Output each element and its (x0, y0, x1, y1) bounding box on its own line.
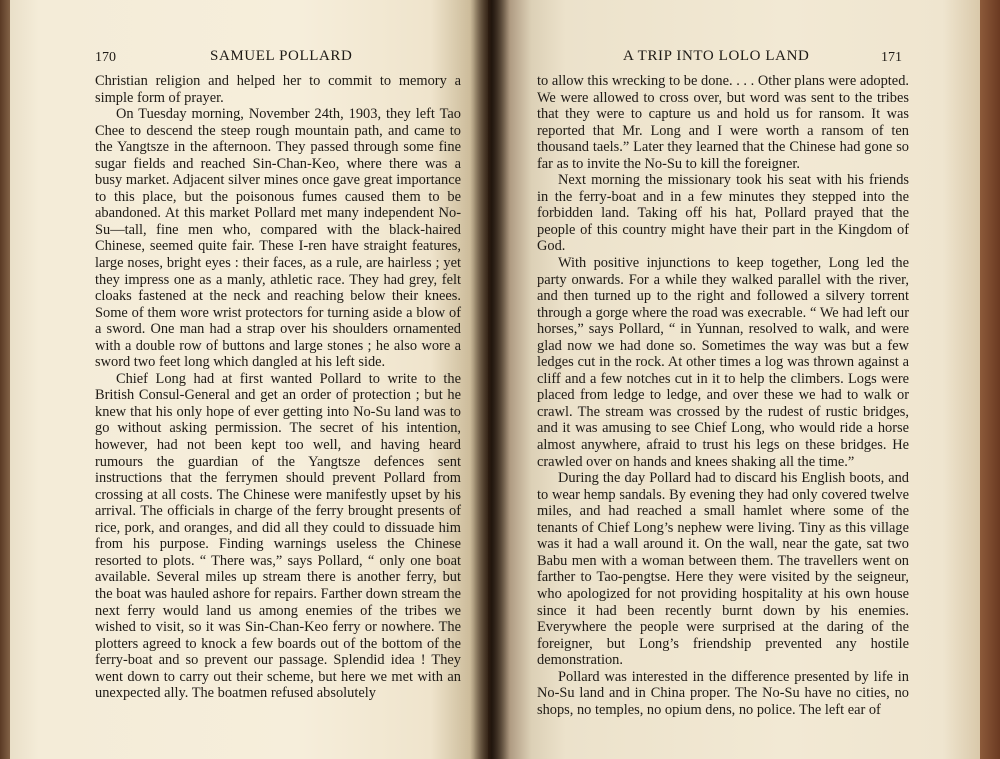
right-paragraph-4: During the day Pollard had to discard his English boots, and to wear hemp sandals. By evening they had only covered twelve miles, and had reached a small hamlet where some of the tenants of Chief Long’s nephew were living. Tiny as this village was it had a wall around it. On the wall, near the gate, sat two Babu men with a woman between them. The travellers went on farther to Tao-pengtse. Here they were visited by the seigneur, who apologized for not providing hospitality at his own house since it had been recently burnt down by his enemies. Everywhere the people were surprised at the daring of the foreigner, but Long’s friendship prevented any hostile demonstration. (537, 470, 909, 669)
left-page (10, 0, 488, 759)
right-paragraph-3: With positive injunctions to keep together, Long led the party onwards. For a while they walked parallel with the river, and then turned up to the right and followed a silvery torrent through a gorge where the road was execrable. “ We had left our horses,” says Pollard, “ in Yunnan, resolved to walk, and were glad now we had done so. Sometimes the way was but a few ledges cut in the rock. At other times a log was thrown against a cliff and a few notches cut in it to help the climbers. Logs were placed from ledge to ledge, and over these we had to walk or crawl. The stream was crossed by the rudest of rustic bridges, and it was amusing to see Chief Long, who would ride a horse almost anywhere, afraid to trust his legs on these bridges. He crawled over on hands and knees shaking all the time.” (537, 255, 909, 470)
right-page-number: 171 (881, 50, 902, 65)
left-page-body (95, 73, 461, 702)
right-page (492, 0, 982, 759)
right-paragraph-5: Pollard was interested in the difference presented by life in No-Su land and in China proper. The No-Su have no cities, no shops, no temples, no opium dens, no police. The left ear of (537, 668, 909, 718)
right-paragraph-2: Next morning the missionary took his seat with his friends in the ferry-boat and in a few minutes they stepped into the forbidden land. Taking off his hat, Pollard prayed that the people of this country might have their part in the Kingdom of God. (537, 172, 909, 255)
right-page-body (537, 73, 909, 718)
left-paragraph-2: On Tuesday morning, November 24th, 1903, they left Tao Chee to descend the steep rough mountain path, and came to the Yangtsze in the afternoon. They passed through some fine sugar fields and reached Sin-Chan-Keo, where there was a busy market. Adjacent silver mines once gave great importance to this place, but the poisonous fumes caused them to be abandoned. At this market Pollard met many independent No-Su—tall, fine men who, compared with the black-haired Chinese, seemed quite fair. These I-ren have straight features, large noses, bright eyes : their faces, as a rule, are hairless ; yet they impress one as a manly, athletic race. They had grey, felt cloaks fastened at the neck and reaching below their knees. Some of them wore wrist protectors for turning aside a blow of a sword. One man had a strap over his shoulders ornamented with a double row of buttons and large stones ; he also wore a sword two feet long which dangled at his left side. (95, 106, 461, 371)
right-running-head: A TRIP INTO LOLO LAND (623, 48, 810, 64)
left-paragraph-3: Chief Long had at first wanted Pollard to write to the British Consul-General and get an order of protection ; but he knew that his only hope of ever getting into No-Su land was to go without asking permission. The secret of his intention, however, had not been kept too well, and having heard rumours the guardian of the Yangtsze defences sent instructions that the ferrymen should prevent Pollard from crossing at all costs. The Chinese were manifestly upset by his arrival. The officials in charge of the ferry brought presents of rice, pork, and oranges, and did all they could to dissuade him from his purpose. Finding warnings useless the Chinese resorted to plots. “ There was,” says Pollard, “ only one boat available. Several miles up stream there is another ferry, but the boat was hauled ashore for repairs. Farther down stream the next ferry would land us among enemies of the tribes we wished to visit, so it was Sin-Chan-Keo ferry or nowhere. The plotters agreed to knock a few boards out of the bottom of the ferry-boat and so prevent our passage. Splendid idea ! They went down to carry out their scheme, but here we met with an unexpected ally. The boatmen refused absolutely (95, 370, 461, 702)
left-running-head: SAMUEL POLLARD (210, 48, 353, 64)
left-paragraph-1: Christian religion and helped her to commit to memory a simple form of prayer. (95, 73, 461, 106)
right-page-edge (980, 0, 1000, 759)
book-gutter (470, 0, 510, 759)
left-page-number: 170 (95, 50, 116, 65)
right-paragraph-1: to allow this wrecking to be done. . . . Other plans were adopted. We were allowed to cross over, but word was sent to the tribes that they were to capture us and hold us for ransom. It was reported that Mr. Long and I were worth a ransom of ten thousand taels.” Later they learned that the Chinese had gone so far as to invite the No-Su to kill the foreigner. (537, 73, 909, 172)
